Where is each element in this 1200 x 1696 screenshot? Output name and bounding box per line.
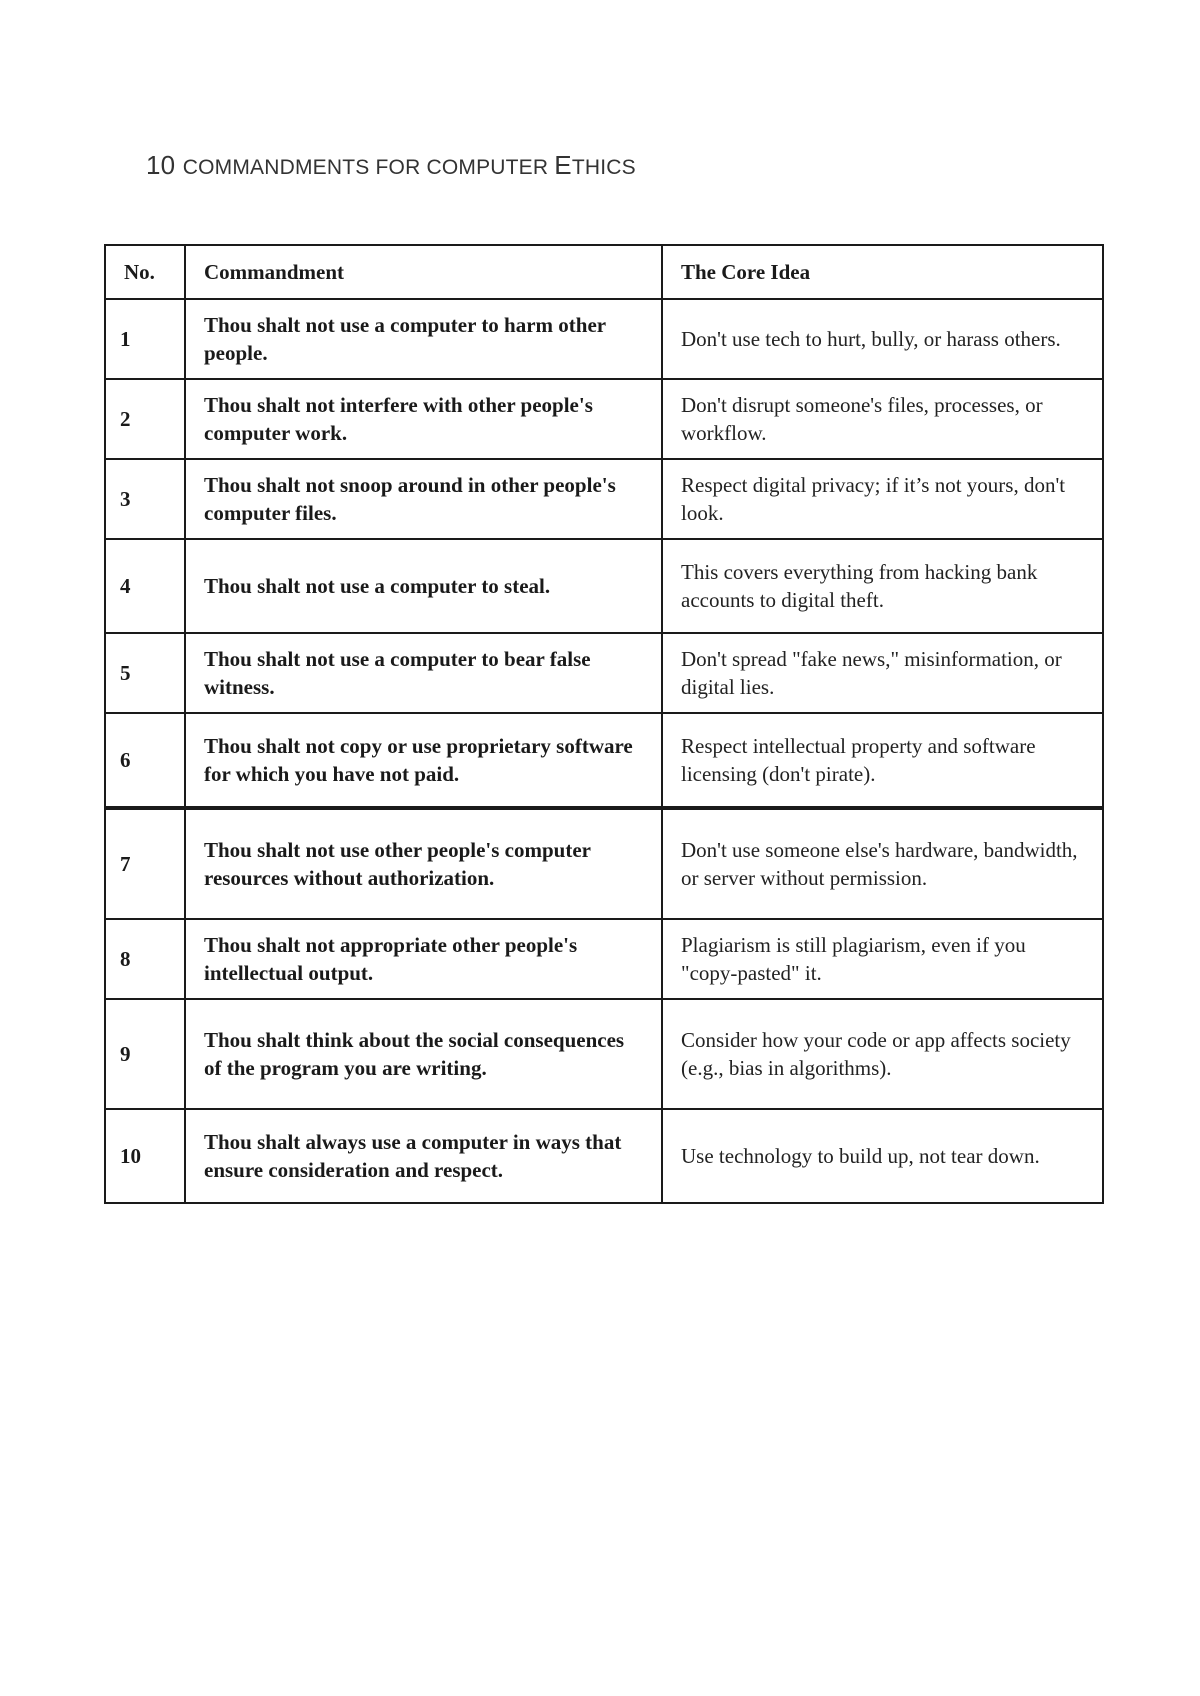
table-row <box>105 459 1103 539</box>
core-idea-text: This covers everything from hacking bank accounts to digital theft. <box>662 539 1103 633</box>
page-title <box>146 150 636 181</box>
title-number: 10 <box>146 150 176 180</box>
row-number: 8 <box>105 919 185 999</box>
core-idea-text: Don't use someone else's hardware, bandwidth, or server without permission. <box>662 808 1103 919</box>
table-header-row <box>105 245 1103 299</box>
commandment-text: Thou shalt not use a computer to steal. <box>185 539 662 633</box>
table-row <box>105 919 1103 999</box>
commandment-text: Thou shalt not appropriate other people's intellectual output. <box>185 919 662 999</box>
row-number: 2 <box>105 379 185 459</box>
header-core-idea: The Core Idea <box>662 245 1103 299</box>
table-row <box>105 299 1103 379</box>
row-number: 3 <box>105 459 185 539</box>
core-idea-text: Plagiarism is still plagiarism, even if you "copy-pasted" it. <box>662 919 1103 999</box>
core-idea-text: Don't use tech to hurt, bully, or harass others. <box>662 299 1103 379</box>
commandment-text: Thou shalt not interfere with other people's computer work. <box>185 379 662 459</box>
core-idea-text: Consider how your code or app affects society (e.g., bias in algorithms). <box>662 999 1103 1109</box>
row-number: 7 <box>105 808 185 919</box>
row-number: 9 <box>105 999 185 1109</box>
core-idea-text: Don't disrupt someone's files, processes, or workflow. <box>662 379 1103 459</box>
core-idea-text: Don't spread "fake news," misinformation, or digital lies. <box>662 633 1103 713</box>
commandment-text: Thou shalt always use a computer in ways that ensure consideration and respect. <box>185 1109 662 1203</box>
table-row <box>105 808 1103 919</box>
title-text: COMMANDMENTS FOR COMPUTER <box>182 156 555 179</box>
row-number: 1 <box>105 299 185 379</box>
row-number: 10 <box>105 1109 185 1203</box>
row-number: 6 <box>105 713 185 808</box>
commandment-text: Thou shalt think about the social consequences of the program you are writing. <box>185 999 662 1109</box>
table-row <box>105 999 1103 1109</box>
core-idea-text: Respect digital privacy; if it’s not yours, don't look. <box>662 459 1103 539</box>
table-row <box>105 713 1103 808</box>
header-no: No. <box>105 245 185 299</box>
commandment-text: Thou shalt not use a computer to bear false witness. <box>185 633 662 713</box>
commandment-text: Thou shalt not copy or use proprietary software for which you have not paid. <box>185 713 662 808</box>
commandment-text: Thou shalt not snoop around in other people's computer files. <box>185 459 662 539</box>
commandments-table <box>104 244 1104 1204</box>
header-commandment: Commandment <box>185 245 662 299</box>
title-cap-letter: E <box>554 150 572 180</box>
table-row <box>105 379 1103 459</box>
table-row <box>105 1109 1103 1203</box>
commandment-text: Thou shalt not use other people's computer resources without authorization. <box>185 808 662 919</box>
table-row <box>105 633 1103 713</box>
core-idea-text: Use technology to build up, not tear down. <box>662 1109 1103 1203</box>
commandment-text: Thou shalt not use a computer to harm other people. <box>185 299 662 379</box>
row-number: 4 <box>105 539 185 633</box>
table-row <box>105 539 1103 633</box>
title-text-end: THICS <box>571 156 636 179</box>
core-idea-text: Respect intellectual property and software licensing (don't pirate). <box>662 713 1103 808</box>
row-number: 5 <box>105 633 185 713</box>
